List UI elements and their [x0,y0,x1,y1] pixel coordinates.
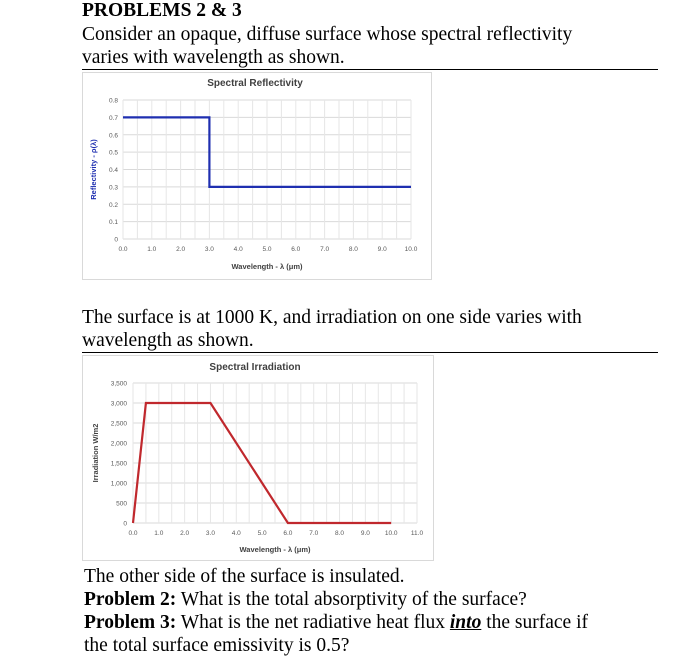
y-axis-label: Irradiation W/m2 [91,423,100,483]
y-tick-label: 0.4 [108,167,118,174]
reflectivity-chart-svg [83,73,431,279]
problem-3-text-a: What is the net radiative heat flux [176,612,450,633]
x-tick-label: 6.0 [283,530,293,537]
y-tick-label: 0.7 [108,114,118,122]
problem-3-text-b: the surface if [481,612,588,633]
x-tick-label: 8.0 [335,530,345,537]
y-tick-label: 0 [123,520,127,528]
x-tick-label: 0.0 [128,530,138,537]
x-tick-label: 7.0 [309,530,319,537]
x-tick-label: 9.0 [360,530,370,537]
problem-3-statement [84,612,588,634]
problem-2-label: Problem 2: [84,589,177,610]
intro-line-1: Consider an opaque, diffuse surface whose spectral reflectivity [82,24,573,45]
x-tick-label: 5.0 [262,246,272,253]
y-tick-label: 0.6 [108,132,118,140]
y-tick-label: 0.1 [108,219,118,227]
x-tick-label: 1.0 [154,530,164,537]
x-tick-label: 4.0 [233,246,243,253]
y-tick-label: 1,000 [110,480,127,488]
problem-2-statement [84,589,527,611]
middle-line-2: wavelength as shown. [82,330,658,353]
x-tick-label: 4.0 [231,530,241,537]
problem-3-line-2: the total surface emissivity is 0.5? [84,635,350,656]
y-tick-label: 1,500 [110,460,127,468]
problem-2-text: What is the total absorptivity of the surface? [176,589,527,610]
x-tick-label: 3.0 [204,246,214,253]
x-tick-label: 10.0 [384,530,398,537]
intro-line-2: varies with wavelength as shown. [82,47,658,70]
y-tick-label: 2,000 [110,440,127,448]
y-tick-label: 3,500 [110,380,127,388]
irradiation-chart-svg [83,356,433,560]
y-axis-label: Reflectivity - ρ(λ) [89,139,98,200]
y-tick-label: 0.8 [108,97,118,105]
x-tick-label: 1.0 [147,246,157,253]
x-tick-label: 8.0 [348,246,358,253]
middle-line-1: The surface is at 1000 K, and irradiation on one side varies with [82,307,582,328]
problem-3-label: Problem 3: [84,612,177,633]
y-tick-label: 3,000 [110,400,127,408]
x-axis-label: Wavelength - λ (μm) [239,545,311,554]
y-tick-label: 0.2 [108,201,118,209]
y-tick-label: 500 [116,500,127,508]
chart-title: Spectral Reflectivity [207,78,303,89]
x-tick-label: 0.0 [118,246,128,253]
x-tick-label: 3.0 [205,530,215,537]
x-tick-label: 7.0 [320,246,330,253]
x-tick-label: 2.0 [180,530,190,537]
x-tick-label: 5.0 [257,530,267,537]
problem-heading: PROBLEMS 2 & 3 [82,0,242,21]
reflectivity-chart [82,72,432,280]
x-tick-label: 9.0 [377,246,387,253]
x-tick-label: 11.0 [410,530,424,537]
x-tick-label: 6.0 [291,246,301,253]
y-tick-label: 0 [114,236,118,244]
x-tick-label: 2.0 [176,246,186,253]
y-tick-label: 0.3 [108,184,118,192]
y-tick-label: 2,500 [110,420,127,428]
y-tick-label: 0.5 [108,149,118,157]
footer-line-1: The other side of the surface is insulated. [84,566,405,587]
irradiation-chart [82,355,434,561]
chart-title: Spectral Irradiation [209,362,301,373]
x-axis-label: Wavelength - λ (μm) [231,262,303,271]
into-emphasis: into [449,612,482,633]
x-tick-label: 10.0 [404,246,418,253]
